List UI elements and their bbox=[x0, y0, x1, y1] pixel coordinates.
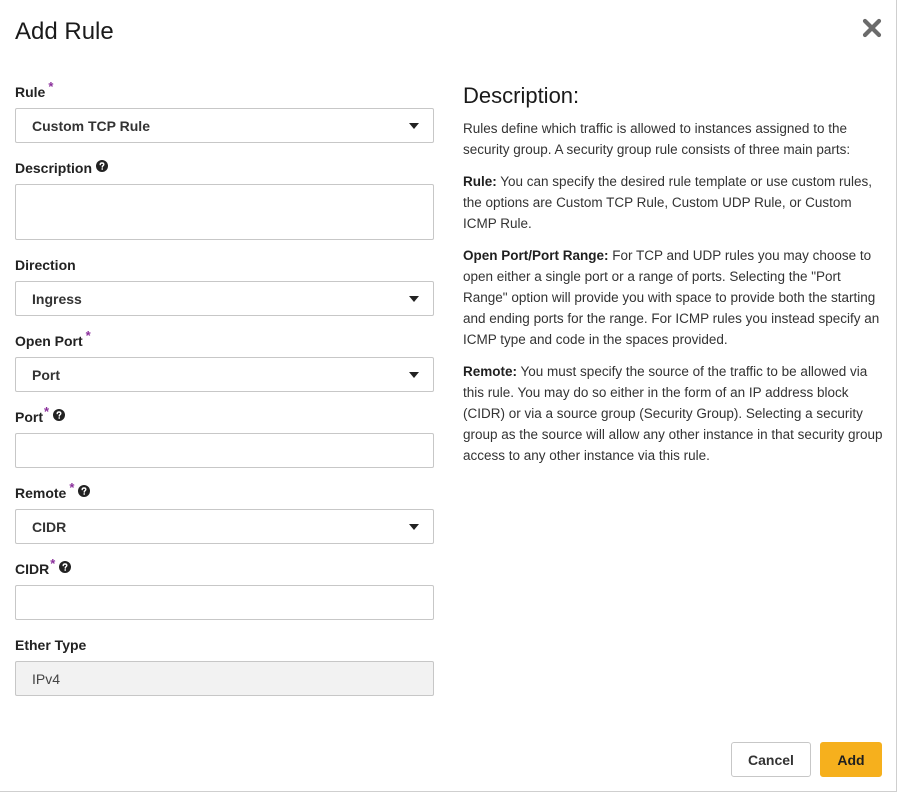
required-marker: * bbox=[48, 79, 54, 94]
remote-select[interactable] bbox=[15, 509, 434, 544]
description-label bbox=[15, 160, 108, 177]
port-input[interactable] bbox=[15, 433, 434, 468]
help-port-text: For TCP and UDP rules you may choose to open either a single port or a range of ports. Selecting the "Port Range" option will provide you with space to provide both the starting and ending ports for the range. For ICMP rules you instead specify an ICMP type and code in the spaces provided. bbox=[463, 248, 880, 347]
question-circle-icon[interactable] bbox=[53, 408, 65, 424]
help-heading: Description: bbox=[463, 83, 580, 108]
caret-down-icon bbox=[409, 123, 419, 129]
open-port-select[interactable] bbox=[15, 357, 434, 392]
help-remote-text: You must specify the source of the traffic to be allowed via this rule. You may do so either in the form of an IP address block (CIDR) or via a source group (Security Group). Selecting a security group as the source will allow any other instance in that security group access to any other instance via this rule. bbox=[463, 364, 883, 463]
help-panel bbox=[463, 83, 883, 477]
help-rule-text: You can specify the desired rule template or use custom rules, the options are Custom TCP Rule, Custom UDP Rule, or Custom ICMP Rule. bbox=[463, 174, 872, 231]
open-port-label bbox=[15, 328, 91, 349]
port-label bbox=[15, 404, 65, 426]
rule-label bbox=[15, 79, 54, 100]
description-textarea[interactable] bbox=[15, 184, 434, 240]
add-button[interactable]: Add bbox=[820, 742, 882, 777]
required-marker: * bbox=[44, 404, 50, 419]
help-rule-term: Rule: bbox=[463, 174, 497, 189]
close-icon[interactable] bbox=[860, 16, 884, 40]
dialog-title: Add Rule bbox=[15, 18, 114, 45]
cancel-button[interactable]: Cancel bbox=[731, 742, 811, 777]
open-port-select-value: Port bbox=[32, 366, 60, 383]
question-circle-icon[interactable] bbox=[59, 560, 71, 576]
required-marker: * bbox=[50, 556, 56, 571]
question-circle-icon[interactable] bbox=[78, 484, 90, 500]
rule-select-value: Custom TCP Rule bbox=[32, 117, 150, 134]
direction-label: Direction bbox=[15, 257, 76, 273]
required-marker: * bbox=[69, 480, 75, 495]
help-port bbox=[463, 245, 883, 350]
caret-down-icon bbox=[409, 372, 419, 378]
ether-type-field bbox=[15, 661, 434, 696]
cidr-label bbox=[15, 556, 71, 578]
rule-select[interactable] bbox=[15, 108, 434, 143]
help-remote bbox=[463, 361, 883, 466]
remote-select-value: CIDR bbox=[32, 518, 67, 535]
rule-label-text: Rule bbox=[15, 84, 46, 100]
description-label-text: Description bbox=[15, 160, 93, 176]
required-marker: * bbox=[85, 328, 91, 343]
direction-select[interactable] bbox=[15, 281, 434, 316]
caret-down-icon bbox=[409, 524, 419, 530]
question-circle-icon[interactable] bbox=[96, 159, 108, 175]
open-port-label-text: Open Port bbox=[15, 333, 83, 349]
remote-label bbox=[15, 480, 90, 502]
help-port-term: Open Port/Port Range: bbox=[463, 248, 609, 263]
ether-type-label: Ether Type bbox=[15, 637, 87, 653]
remote-label-text: Remote bbox=[15, 485, 67, 501]
ether-type-value: IPv4 bbox=[32, 670, 61, 687]
help-intro: Rules define which traffic is allowed to instances assigned to the security group. A security group rule consists of three main parts: bbox=[463, 121, 851, 157]
port-label-text: Port bbox=[15, 409, 43, 425]
direction-select-value: Ingress bbox=[32, 290, 82, 307]
cidr-label-text: CIDR bbox=[15, 561, 50, 577]
help-rule bbox=[463, 171, 883, 234]
caret-down-icon bbox=[409, 296, 419, 302]
help-remote-term: Remote: bbox=[463, 364, 518, 379]
cidr-input[interactable] bbox=[15, 585, 434, 620]
